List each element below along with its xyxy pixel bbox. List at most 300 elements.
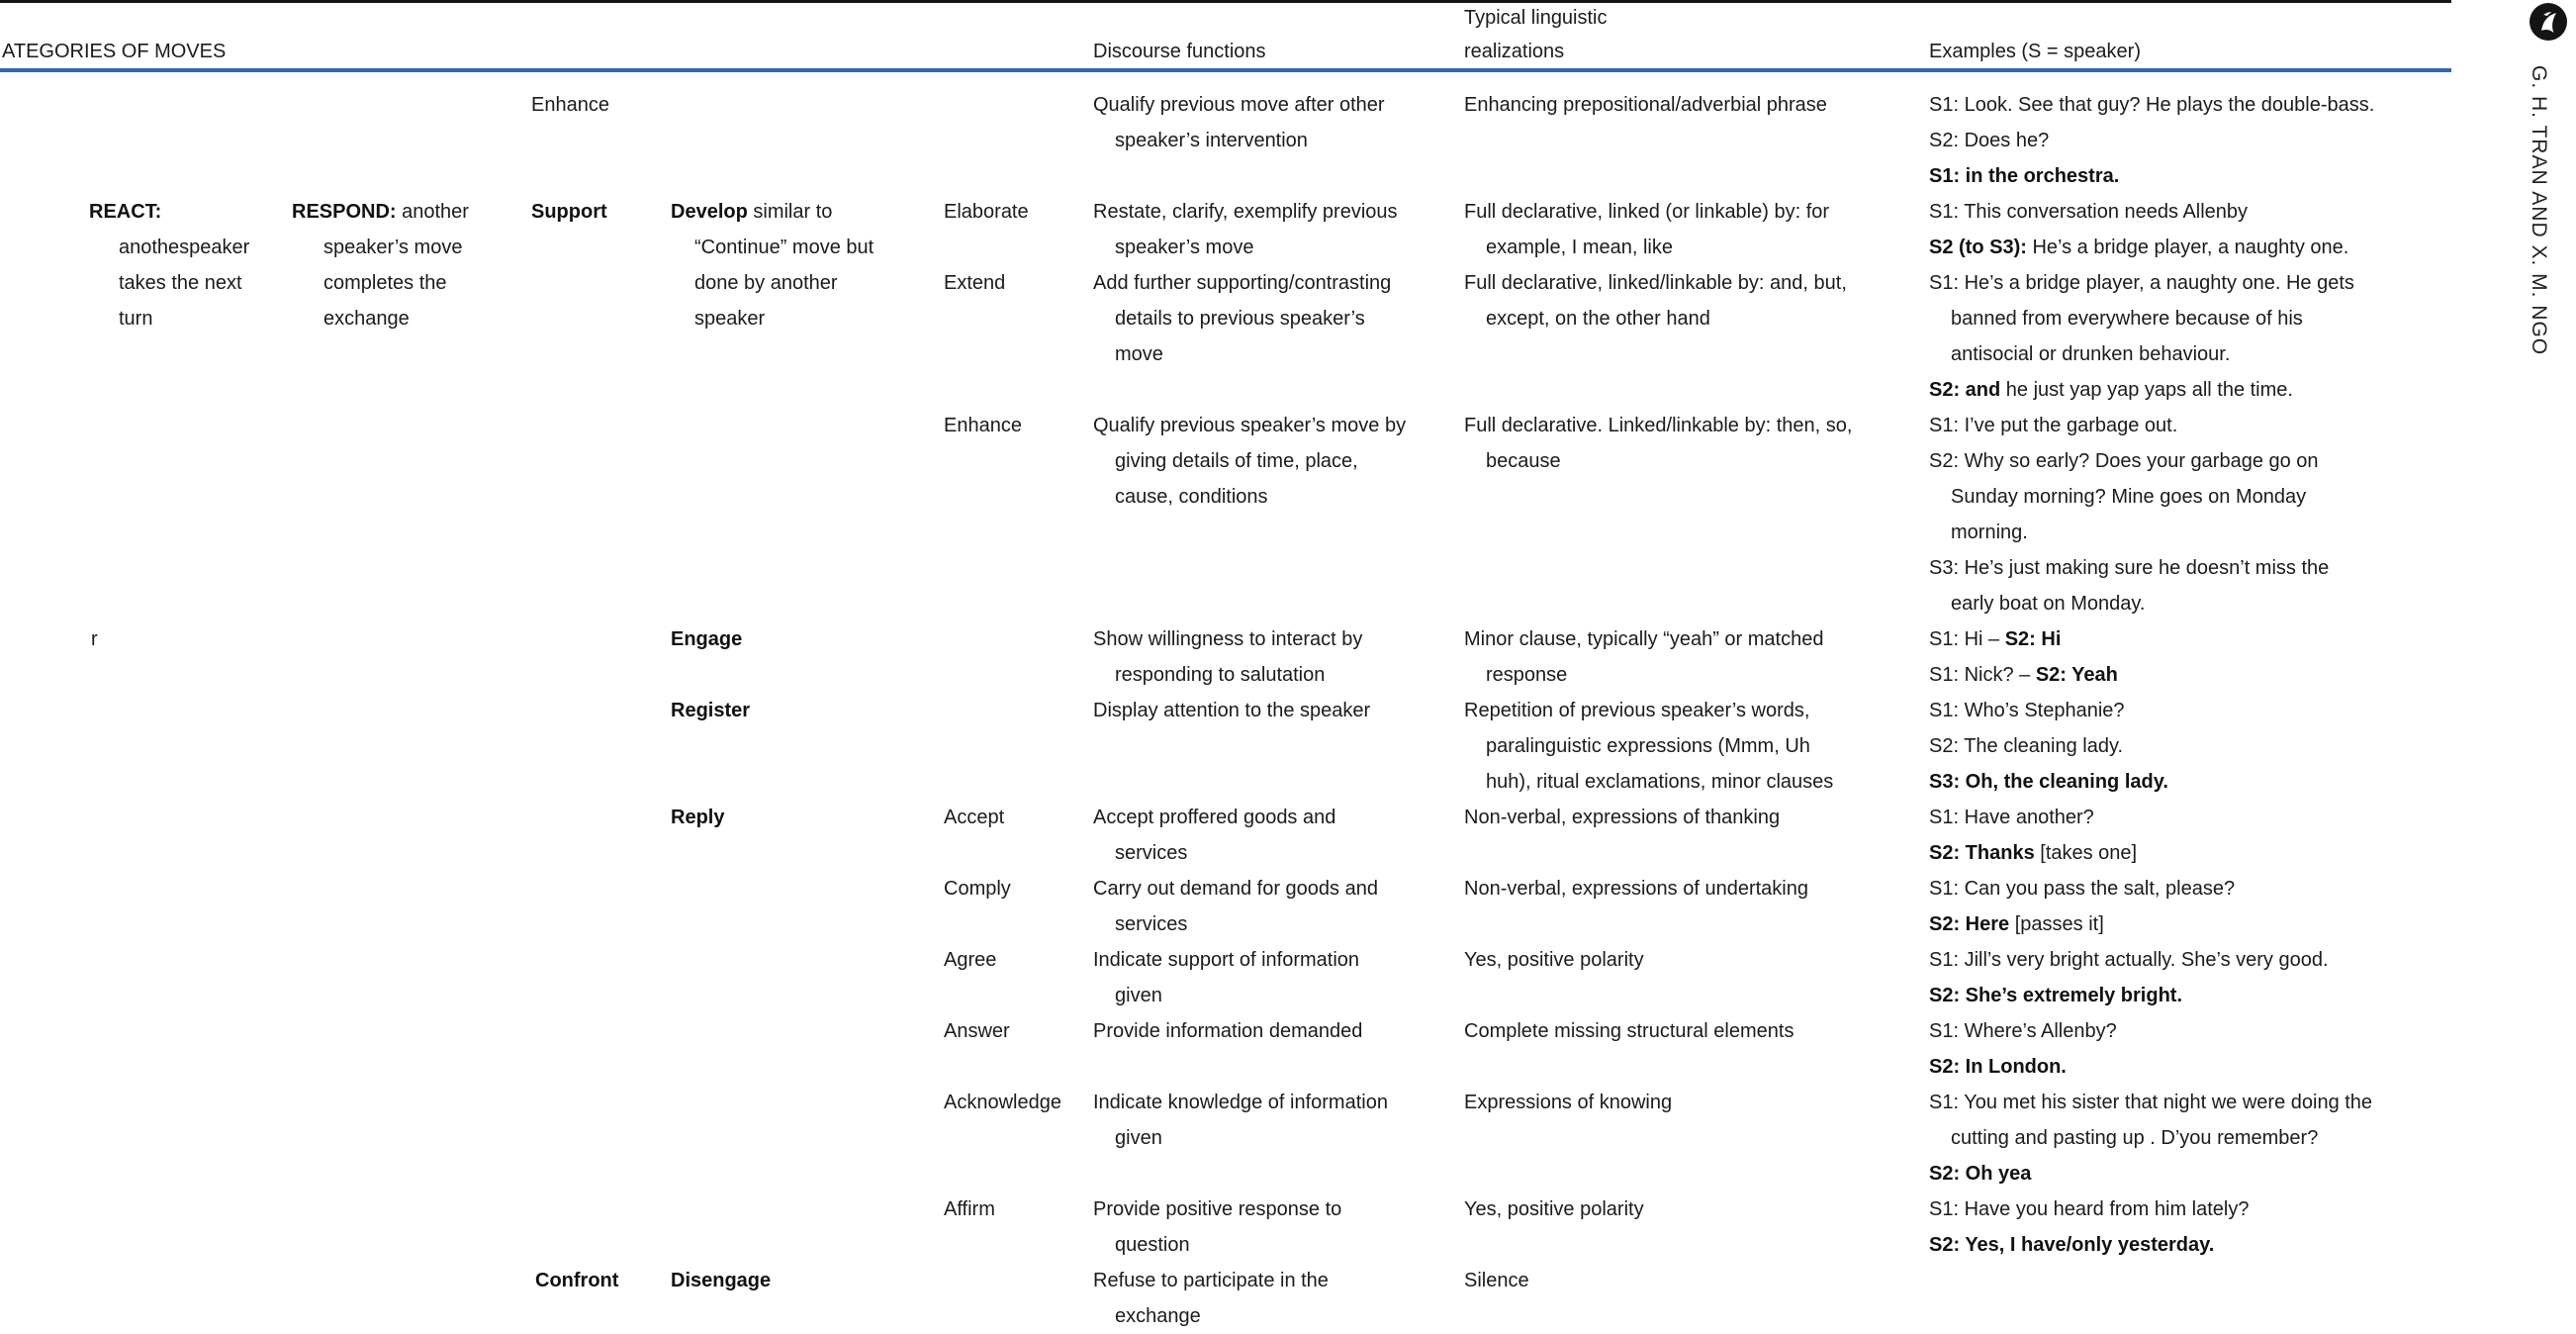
cell-examples [1929,871,2451,942]
cell-register [671,693,750,728]
text-line [1464,657,1915,693]
cell-move-subtype [944,1085,1093,1120]
text-segment: S1: Can you pass the salt, please? [1929,878,2236,900]
text-segment: response [1486,664,1568,686]
text-segment: services [1115,913,1188,935]
text-segment: Elaborate [944,201,1029,223]
text-line [1929,1120,2438,1156]
text-segment: Full declarative, linked/linkable by: and, but, [1464,272,1847,294]
cell-linguistic-realization [1464,1191,1929,1227]
cell-discourse-function [1093,408,1464,515]
text-line [1464,1191,1915,1227]
text-segment: S3: Oh, the cleaning lady. [1929,771,2168,793]
text-line [1464,408,1915,443]
text-line [1929,301,2438,336]
text-segment: S2: Oh yea [1929,1163,2032,1185]
cell-examples [1929,942,2451,1013]
text-line [292,301,527,336]
cell-examples [1929,1191,2451,1263]
text-segment: early boat on Monday. [1951,593,2146,615]
text-segment: takes the next [119,272,242,294]
text-line [1464,621,1915,657]
text-line [1093,301,1450,336]
table-row-affirm [944,1191,2451,1263]
text-segment: Display attention to the speaker [1093,700,1371,721]
text-segment: Indicate knowledge of information [1093,1092,1388,1113]
text-line [1929,265,2438,301]
text-line [535,1263,618,1298]
text-segment: Yes, positive polarity [1464,949,1644,971]
text-segment: Add further supporting/contrasting [1093,272,1392,294]
text-segment: because [1486,450,1561,472]
cell-cropped-text [91,621,98,657]
text-segment: Affirm [944,1198,995,1220]
text-segment: giving details of time, place, [1115,450,1358,472]
text-segment: speaker [694,308,766,330]
text-line [1929,1227,2438,1263]
text-segment: S2: She’s extremely bright. [1929,985,2183,1006]
text-line [1093,87,1450,123]
text-line [1929,621,2438,657]
text-line [1093,1263,1450,1298]
text-line [1929,194,2438,230]
text-line [944,194,1079,230]
text-line [1093,621,1450,657]
text-line [1929,87,2438,123]
text-line [1929,693,2438,728]
text-line [292,265,527,301]
text-line [944,871,1079,906]
table-row-reply-accept [944,800,2451,871]
text-line [1929,942,2438,978]
text-segment: Qualify previous speaker’s move by [1093,415,1407,436]
cell-move-subtype [944,194,1093,230]
text-segment: S1: Nick? – [1929,664,2036,686]
cell-discourse-function [1093,942,1464,1013]
text-segment: Provide positive response to [1093,1198,1342,1220]
text-line [1093,693,1450,728]
cell-linguistic-realization [1464,800,1929,835]
text-line [1464,1085,1915,1120]
text-line [671,265,940,301]
text-segment: S2: Thanks [1929,842,2035,864]
table-row-agree [944,942,2451,1013]
text-segment: except, on the other hand [1486,308,1710,330]
header-typical-linguistic-line1: Typical linguistic [1464,7,1608,29]
text-line [1093,1298,1450,1334]
text-segment: r [91,628,98,650]
text-line [1464,1263,1915,1298]
text-line [1929,1085,2438,1120]
text-segment: S2: Hi [2004,628,2062,650]
text-line [1929,728,2438,764]
cell-discourse-function [1093,1085,1464,1156]
text-segment: S2: Why so early? Does your garbage go on [1929,450,2319,472]
cell-linguistic-realization [1464,87,1929,123]
text-segment: Qualify previous move after other [1093,94,1385,116]
cell-discourse-function [1093,1263,1464,1334]
text-segment: S2 (to S3): [1929,237,2027,258]
text-segment: given [1115,985,1162,1006]
text-segment: S1: in the orchestra. [1929,165,2120,187]
text-line [1929,408,2438,443]
cell-discourse-function [1093,87,1464,158]
cell-continue-enhance [531,87,609,123]
text-line [1093,123,1450,158]
text-segment: S1: Jill’s very bright actually. She’s very good. [1929,949,2329,971]
text-line [1929,158,2438,194]
cell-examples [1929,1013,2451,1085]
cell-examples [1929,800,2451,871]
text-segment: S1: I’ve put the garbage out. [1929,415,2178,436]
text-line [531,87,609,123]
text-segment: Support [531,201,607,223]
cell-linguistic-realization [1464,621,1929,693]
text-segment: Provide information demanded [1093,1020,1363,1042]
text-line [1929,336,2438,372]
text-line [671,301,940,336]
text-line [1929,230,2438,265]
text-line [1929,515,2438,550]
text-segment: S1: He’s a bridge player, a naughty one. He gets [1929,272,2354,294]
text-segment: another [396,201,469,223]
text-line [1464,194,1915,230]
text-segment: cutting and pasting up . D’you remember? [1951,1127,2319,1149]
text-segment: paralinguistic expressions (Mmm, Uh [1486,735,1810,757]
text-segment: S3: He’s just making sure he doesn’t miss the [1929,557,2330,579]
text-segment: Repetition of previous speaker’s words, [1464,700,1810,721]
cell-examples [1929,408,2451,621]
text-segment: Enhance [944,415,1022,436]
header-categories-of-moves: ATEGORIES OF MOVES [2,41,227,62]
text-segment: Register [671,700,751,721]
table-row-elaborate [944,194,2451,265]
text-segment: Comply [944,878,1011,900]
text-line [671,194,940,230]
text-line [1929,835,2438,871]
text-line [1929,871,2438,906]
text-segment: Minor clause, typically “yeah” or matched [1464,628,1824,650]
text-line [1093,479,1450,515]
text-segment: Answer [944,1020,1010,1042]
cell-examples [1929,87,2451,194]
text-line [89,194,297,230]
text-line [944,942,1079,978]
cell-examples [1929,265,2451,408]
text-line [1093,800,1450,835]
cell-discourse-function [1093,1191,1464,1263]
text-segment: huh), ritual exclamations, minor clauses [1486,771,1834,793]
text-segment: Accept [944,807,1005,828]
text-segment: S2: Yes, I have/only yesterday. [1929,1234,2215,1256]
cell-linguistic-realization [1464,408,1929,479]
text-line [1929,657,2438,693]
text-line [671,800,724,835]
text-segment: [passes it] [2009,913,2104,935]
text-line [1093,443,1450,479]
text-segment: turn [119,308,153,330]
text-segment: done by another [694,272,838,294]
cell-examples [1929,621,2451,693]
text-segment: Acknowledge [944,1092,1061,1113]
text-line [1093,1013,1450,1049]
cell-examples [1929,194,2451,265]
cell-move-subtype [944,942,1093,978]
text-line [944,1013,1079,1049]
text-line [1464,230,1915,265]
text-line [89,265,297,301]
cell-discourse-function [1093,194,1464,265]
cell-discourse-function [1093,800,1464,871]
publisher-logo-icon [2529,2,2568,42]
text-line [1929,1013,2438,1049]
cell-move-subtype [944,1013,1093,1049]
text-segment: move [1115,343,1163,365]
text-line [531,194,607,230]
text-segment: S2: The cleaning lady. [1929,735,2124,757]
text-line [1929,372,2438,408]
text-segment: S2: Here [1929,913,2010,935]
cell-react [89,194,297,336]
cell-reply [671,800,724,835]
text-line [1093,408,1450,443]
cell-examples [1929,1085,2451,1191]
text-line [1929,906,2438,942]
text-line [1464,800,1915,835]
text-segment: Agree [944,949,997,971]
text-line [1093,978,1450,1013]
text-segment: Indicate support of information [1093,949,1360,971]
text-line [1464,693,1915,728]
cell-examples [1929,693,2451,800]
text-segment: antisocial or drunken behaviour. [1951,343,2231,365]
text-segment: Develop [671,201,748,223]
text-segment: morning. [1951,522,2028,543]
text-segment: S2: Does he? [1929,130,2050,151]
table-row-continue-enhance [944,87,2451,194]
text-line [1093,1085,1450,1120]
text-line [1464,764,1915,800]
cell-engage [671,621,742,657]
text-segment: Non-verbal, expressions of undertaking [1464,878,1808,900]
text-line [1464,728,1915,764]
text-segment: similar to [747,201,833,223]
cell-move-subtype [944,800,1093,835]
text-segment: question [1115,1234,1190,1256]
text-segment: S1: This conversation needs Allenby [1929,201,2249,223]
cell-linguistic-realization [1464,871,1929,906]
cell-discourse-function [1093,1013,1464,1049]
text-line [1929,1049,2438,1085]
table-row-engage [944,621,2451,693]
text-segment: he just yap yap yaps all the time. [2000,379,2293,401]
text-line [1093,194,1450,230]
text-line [1093,942,1450,978]
text-segment: Extend [944,272,1006,294]
text-segment: example, I mean, like [1486,237,1673,258]
table-row-extend [944,265,2451,408]
text-segment: He’s a bridge player, a naughty one. [2026,237,2349,258]
text-segment: banned from everywhere because of his [1951,308,2303,330]
text-segment: speaker’s intervention [1115,130,1308,151]
text-segment: Reply [671,807,725,828]
text-segment: exchange [1115,1305,1201,1327]
text-segment: S1: Look. See that guy? He plays the double-bass. [1929,94,2375,116]
text-segment: details to previous speaker’s [1115,308,1365,330]
table-top-rule [0,0,2451,3]
text-segment: Silence [1464,1270,1529,1291]
cell-linguistic-realization [1464,265,1929,336]
text-line [1929,586,2438,621]
cell-discourse-function [1093,871,1464,942]
cell-discourse-function [1093,693,1464,728]
text-segment: cause, conditions [1115,486,1268,508]
table-row-acknowledge [944,1085,2451,1191]
text-segment: Expressions of knowing [1464,1092,1673,1113]
text-line [89,230,297,265]
text-line [1464,1013,1915,1049]
cell-respond [292,194,527,336]
text-line [1929,443,2438,479]
table-body [944,87,2451,1334]
table-row-register [944,693,2451,800]
text-segment: [takes one] [2034,842,2138,864]
text-segment: RESPOND: [292,201,397,223]
cell-linguistic-realization [1464,1085,1929,1120]
text-line [1093,1227,1450,1263]
text-line [1929,550,2438,586]
text-line [1464,87,1915,123]
text-segment: Carry out demand for goods and [1093,878,1378,900]
text-line [1093,230,1450,265]
text-segment: Accept proffered goods and [1093,807,1336,828]
header-examples: Examples (S = speaker) [1929,41,2141,62]
text-line [1464,871,1915,906]
text-segment: given [1115,1127,1162,1149]
text-segment: Enhancing prepositional/adverbial phrase [1464,94,1827,116]
cell-discourse-function [1093,621,1464,693]
text-segment: S1: You met his sister that night we were doing the [1929,1092,2373,1113]
text-segment: REACT: [89,201,162,223]
text-line [1464,265,1915,301]
text-segment: Sunday morning? Mine goes on Monday [1951,486,2307,508]
text-segment: anothespeaker [119,237,250,258]
text-segment: Yes, positive polarity [1464,1198,1644,1220]
text-segment: Enhance [531,94,609,116]
text-line [944,800,1079,835]
text-segment: S1: Where’s Allenby? [1929,1020,2117,1042]
text-line [1464,942,1915,978]
text-segment: exchange [323,308,410,330]
text-line [1093,657,1450,693]
text-line [1093,835,1450,871]
text-line [944,408,1079,443]
text-segment: S2: Yeah [2035,664,2118,686]
cell-confront [535,1263,618,1298]
text-line [1929,123,2438,158]
text-segment: Disengage [671,1270,772,1291]
table-row-answer [944,1013,2451,1085]
text-segment: S1: Who’s Stephanie? [1929,700,2125,721]
text-line [671,621,742,657]
cell-linguistic-realization [1464,1263,1929,1298]
text-line [292,194,527,230]
cell-discourse-function [1093,265,1464,372]
text-line [671,1263,771,1298]
text-line [89,301,297,336]
cell-move-subtype [944,871,1093,906]
text-segment: Non-verbal, expressions of thanking [1464,807,1781,828]
text-line [1929,1156,2438,1191]
text-line [1929,479,2438,515]
cell-develop [671,194,940,336]
text-segment: S1: Have you heard from him lately? [1929,1198,2250,1220]
cell-move-subtype [944,265,1093,301]
cell-support [531,194,607,230]
table-row-confront-disengage [944,1263,2451,1334]
text-line [1929,764,2438,800]
text-segment: “Continue” move but [694,237,874,258]
text-line [1929,1191,2438,1227]
text-line [1464,301,1915,336]
cell-linguistic-realization [1464,693,1929,800]
text-segment: completes the [323,272,447,294]
text-segment: responding to salutation [1115,664,1326,686]
text-segment: speaker’s move [323,237,463,258]
cell-linguistic-realization [1464,1013,1929,1049]
text-line [671,230,940,265]
cell-move-subtype [944,1191,1093,1227]
text-line [1929,978,2438,1013]
text-segment: Restate, clarify, exemplify previous [1093,201,1398,223]
text-line [292,230,527,265]
text-segment: Show willingness to interact by [1093,628,1363,650]
text-line [944,1191,1079,1227]
text-line [1093,265,1450,301]
text-segment: Full declarative. Linked/linkable by: then, so, [1464,415,1853,436]
text-line [671,693,750,728]
text-line [944,1085,1079,1120]
text-segment: Engage [671,628,743,650]
header-realizations-line2: realizations [1464,41,1565,62]
text-line [1093,1120,1450,1156]
text-segment: S1: Have another? [1929,807,2094,828]
text-segment: S2: In London. [1929,1056,2067,1078]
text-line [944,265,1079,301]
text-segment: Confront [535,1270,619,1291]
text-segment: S2: and [1929,379,2001,401]
cell-linguistic-realization [1464,942,1929,978]
header-discourse-functions: Discourse functions [1093,41,1266,62]
cell-move-subtype [944,408,1093,443]
table-row-enhance [944,408,2451,621]
text-line [1093,871,1450,906]
text-segment: speaker’s move [1115,237,1254,258]
cell-disengage [671,1263,771,1298]
text-segment: services [1115,842,1188,864]
text-line [1929,800,2438,835]
text-segment: Refuse to participate in the [1093,1270,1329,1291]
text-segment: Full declarative, linked (or linkable) by: for [1464,201,1830,223]
text-line [1093,906,1450,942]
table-row-comply [944,871,2451,942]
text-line [1464,443,1915,479]
text-line [1093,336,1450,372]
text-line [1093,1191,1450,1227]
cell-linguistic-realization [1464,194,1929,265]
running-head-vertical: G. H. TRAN AND X. M. NGO [2528,65,2550,356]
text-segment: Complete missing structural elements [1464,1020,1794,1042]
